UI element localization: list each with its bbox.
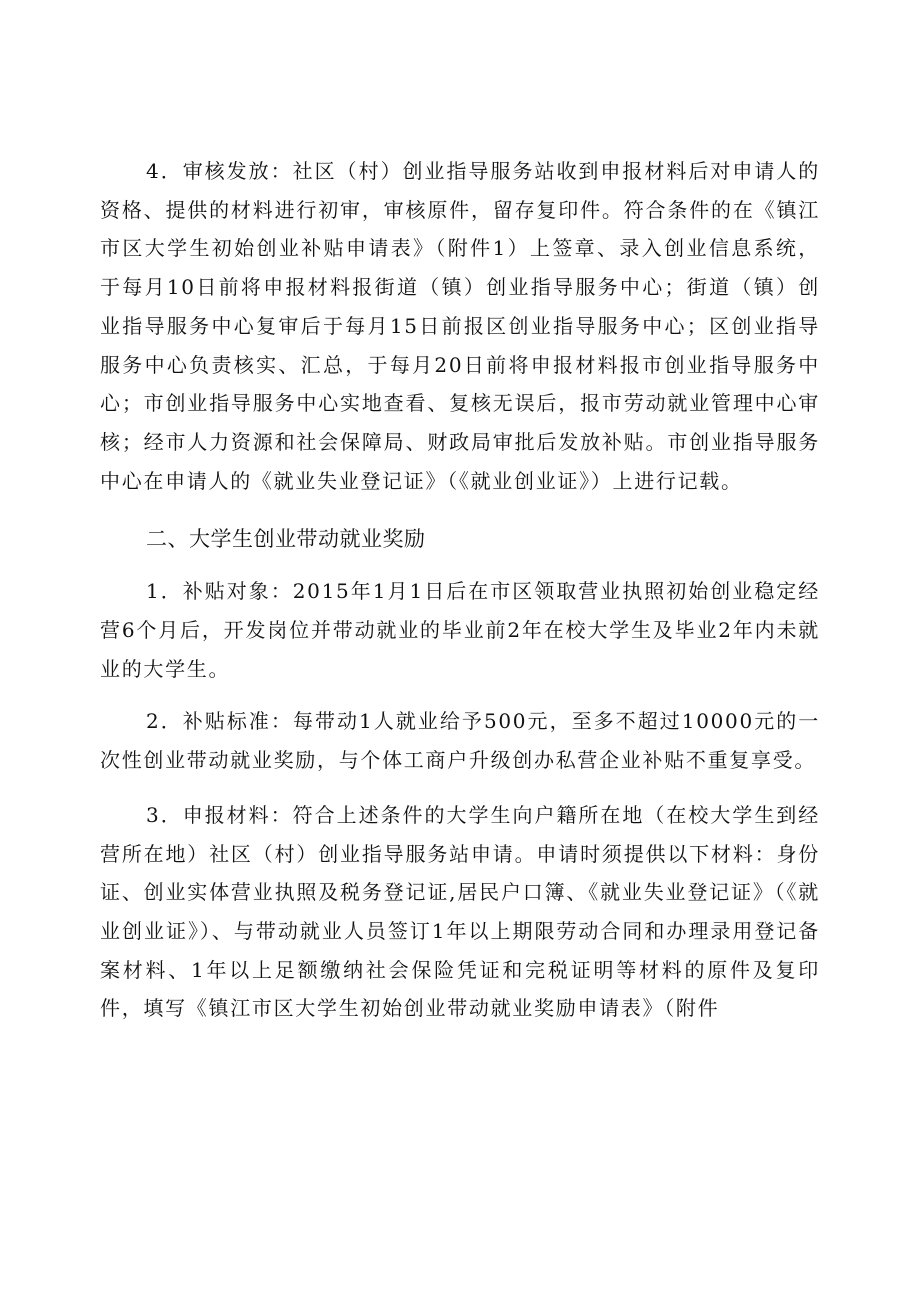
paragraph-review-and-payment: 4．审核发放：社区（村）创业指导服务站收到申报材料后对申请人的资格、提供的材料进行初审，审核原件，留存复印件。符合条件的在《镇江市区大学生初始创业补贴申请表》（附件1）上签章、录入创业信息系统，于每月10日前将申报材料报街道（镇）创业指导服务中心；街道（镇）创业指导服务中心复审后于每月15日前报区创业指导服务中心；区创业指导服务中心负责核实、汇总，于每月20日前将申报材料报市创业指导服务中心；市创业指导服务中心实地查看、复核无误后，报市劳动就业管理中心审核；经市人力资源和社会保障局、财政局审批后发放补贴。市创业指导服务中心在申请人的《就业失业登记证》（《就业创业证》）上进行记载。 [100, 159, 820, 493]
item-subsidy-target: 1．补贴对象：2015年1月1日后在市区领取营业执照初始创业稳定经营6个月后，开发岗位并带动就业的毕业前2年在校大学生及毕业2年内未就业的大学生。 [100, 579, 820, 681]
item-subsidy-standard: 2．补贴标准：每带动1人就业给予500元，至多不超过10000元的一次性创业带动就业奖励，与个体工商户升级创办私营企业补贴不重复享受。 [100, 709, 820, 773]
document-page [100, 152, 820, 1028]
item-application-materials: 3．申报材料：符合上述条件的大学生向户籍所在地（在校大学生到经营所在地）社区（村）创业指导服务站申请。申请时须提供以下材料：身份证、创业实体营业执照及税务登记证,居民户口簿、《就业失业登记证》（《就业创业证》）、与带动就业人员签订1年以上期限劳动合同和办理录用登记备案材料、1年以上足额缴纳社会保险凭证和完税证明等材料的原件及复印件，填写《镇江市区大学生初始创业带动就业奖励申请表》（附件 [100, 802, 820, 1021]
section-heading: 二、大学生创业带动就业奖励 [146, 527, 426, 552]
